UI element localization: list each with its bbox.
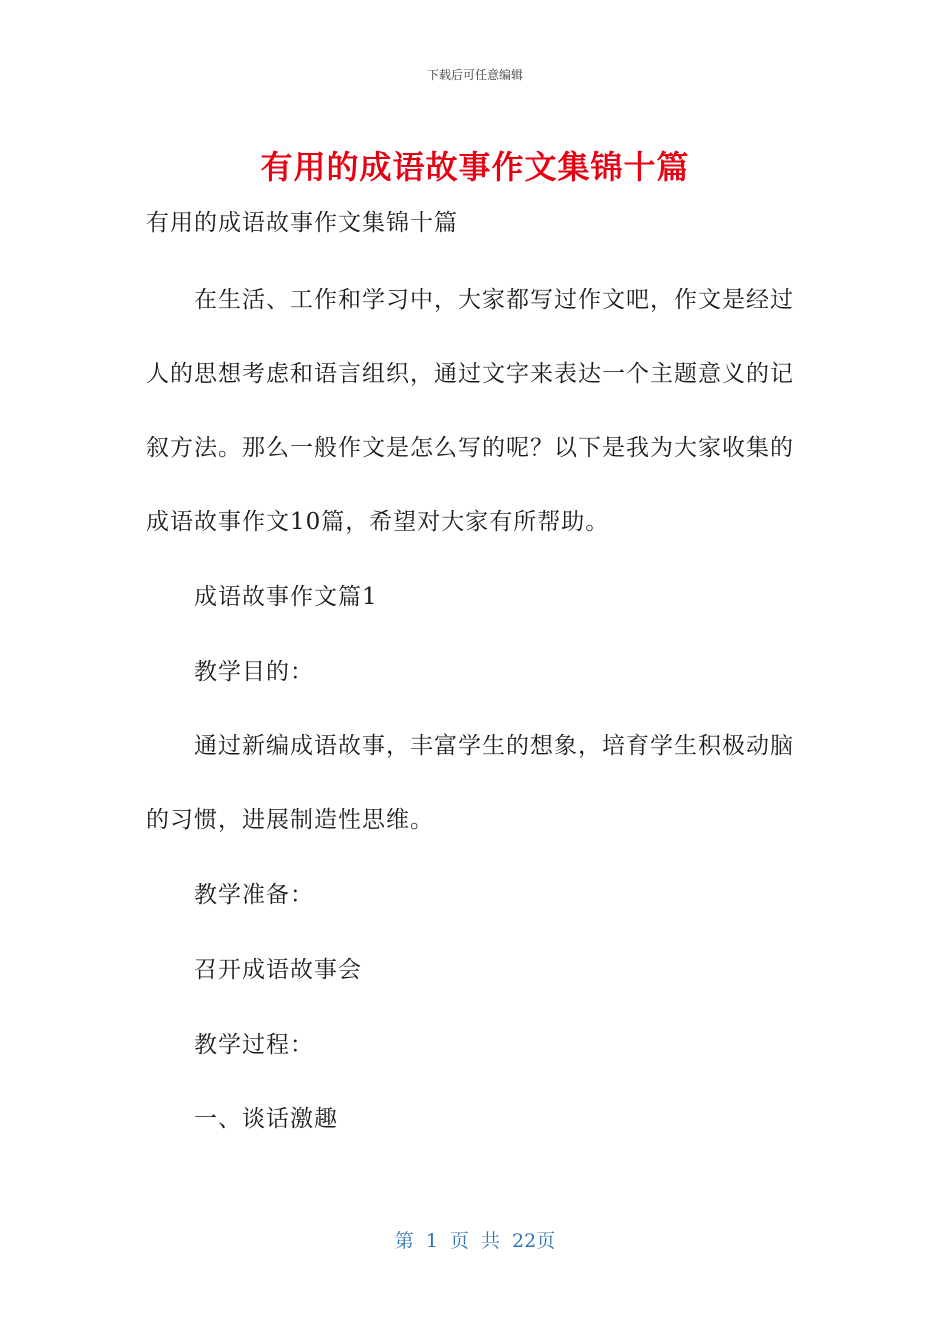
intro-line-1: 在生活、工作和学习中，大家都写过作文吧，作文是经过 [194,287,794,313]
goal-line-1: 通过新编成语故事，丰富学生的想象，培育学生积极动脑 [194,733,794,759]
step-one: 一、谈话激趣 [194,1106,338,1132]
prep-text: 召开成语故事会 [194,957,362,983]
document-title: 有用的成语故事作文集锦十篇 [260,148,690,186]
intro-line-4: 成语故事作文10篇，希望对大家有所帮助。 [146,509,610,535]
prep-label: 教学准备： [194,882,314,908]
goal-label: 教学目的： [194,659,314,685]
page-number-footer: 第 1 页 共 22页 [394,1230,556,1252]
process-label: 教学过程： [194,1032,314,1058]
section-heading: 成语故事作文篇1 [194,584,378,610]
intro-line-2: 人的思想考虑和语言组织，通过文字来表达一个主题意义的记 [146,361,794,387]
subtitle: 有用的成语故事作文集锦十篇 [146,210,458,236]
intro-line-3: 叙方法。那么一般作文是怎么写的呢？以下是我为大家收集的 [146,435,794,461]
page-header-note: 下载后可任意编辑 [426,68,523,82]
goal-line-2: 的习惯，进展制造性思维。 [146,807,434,833]
